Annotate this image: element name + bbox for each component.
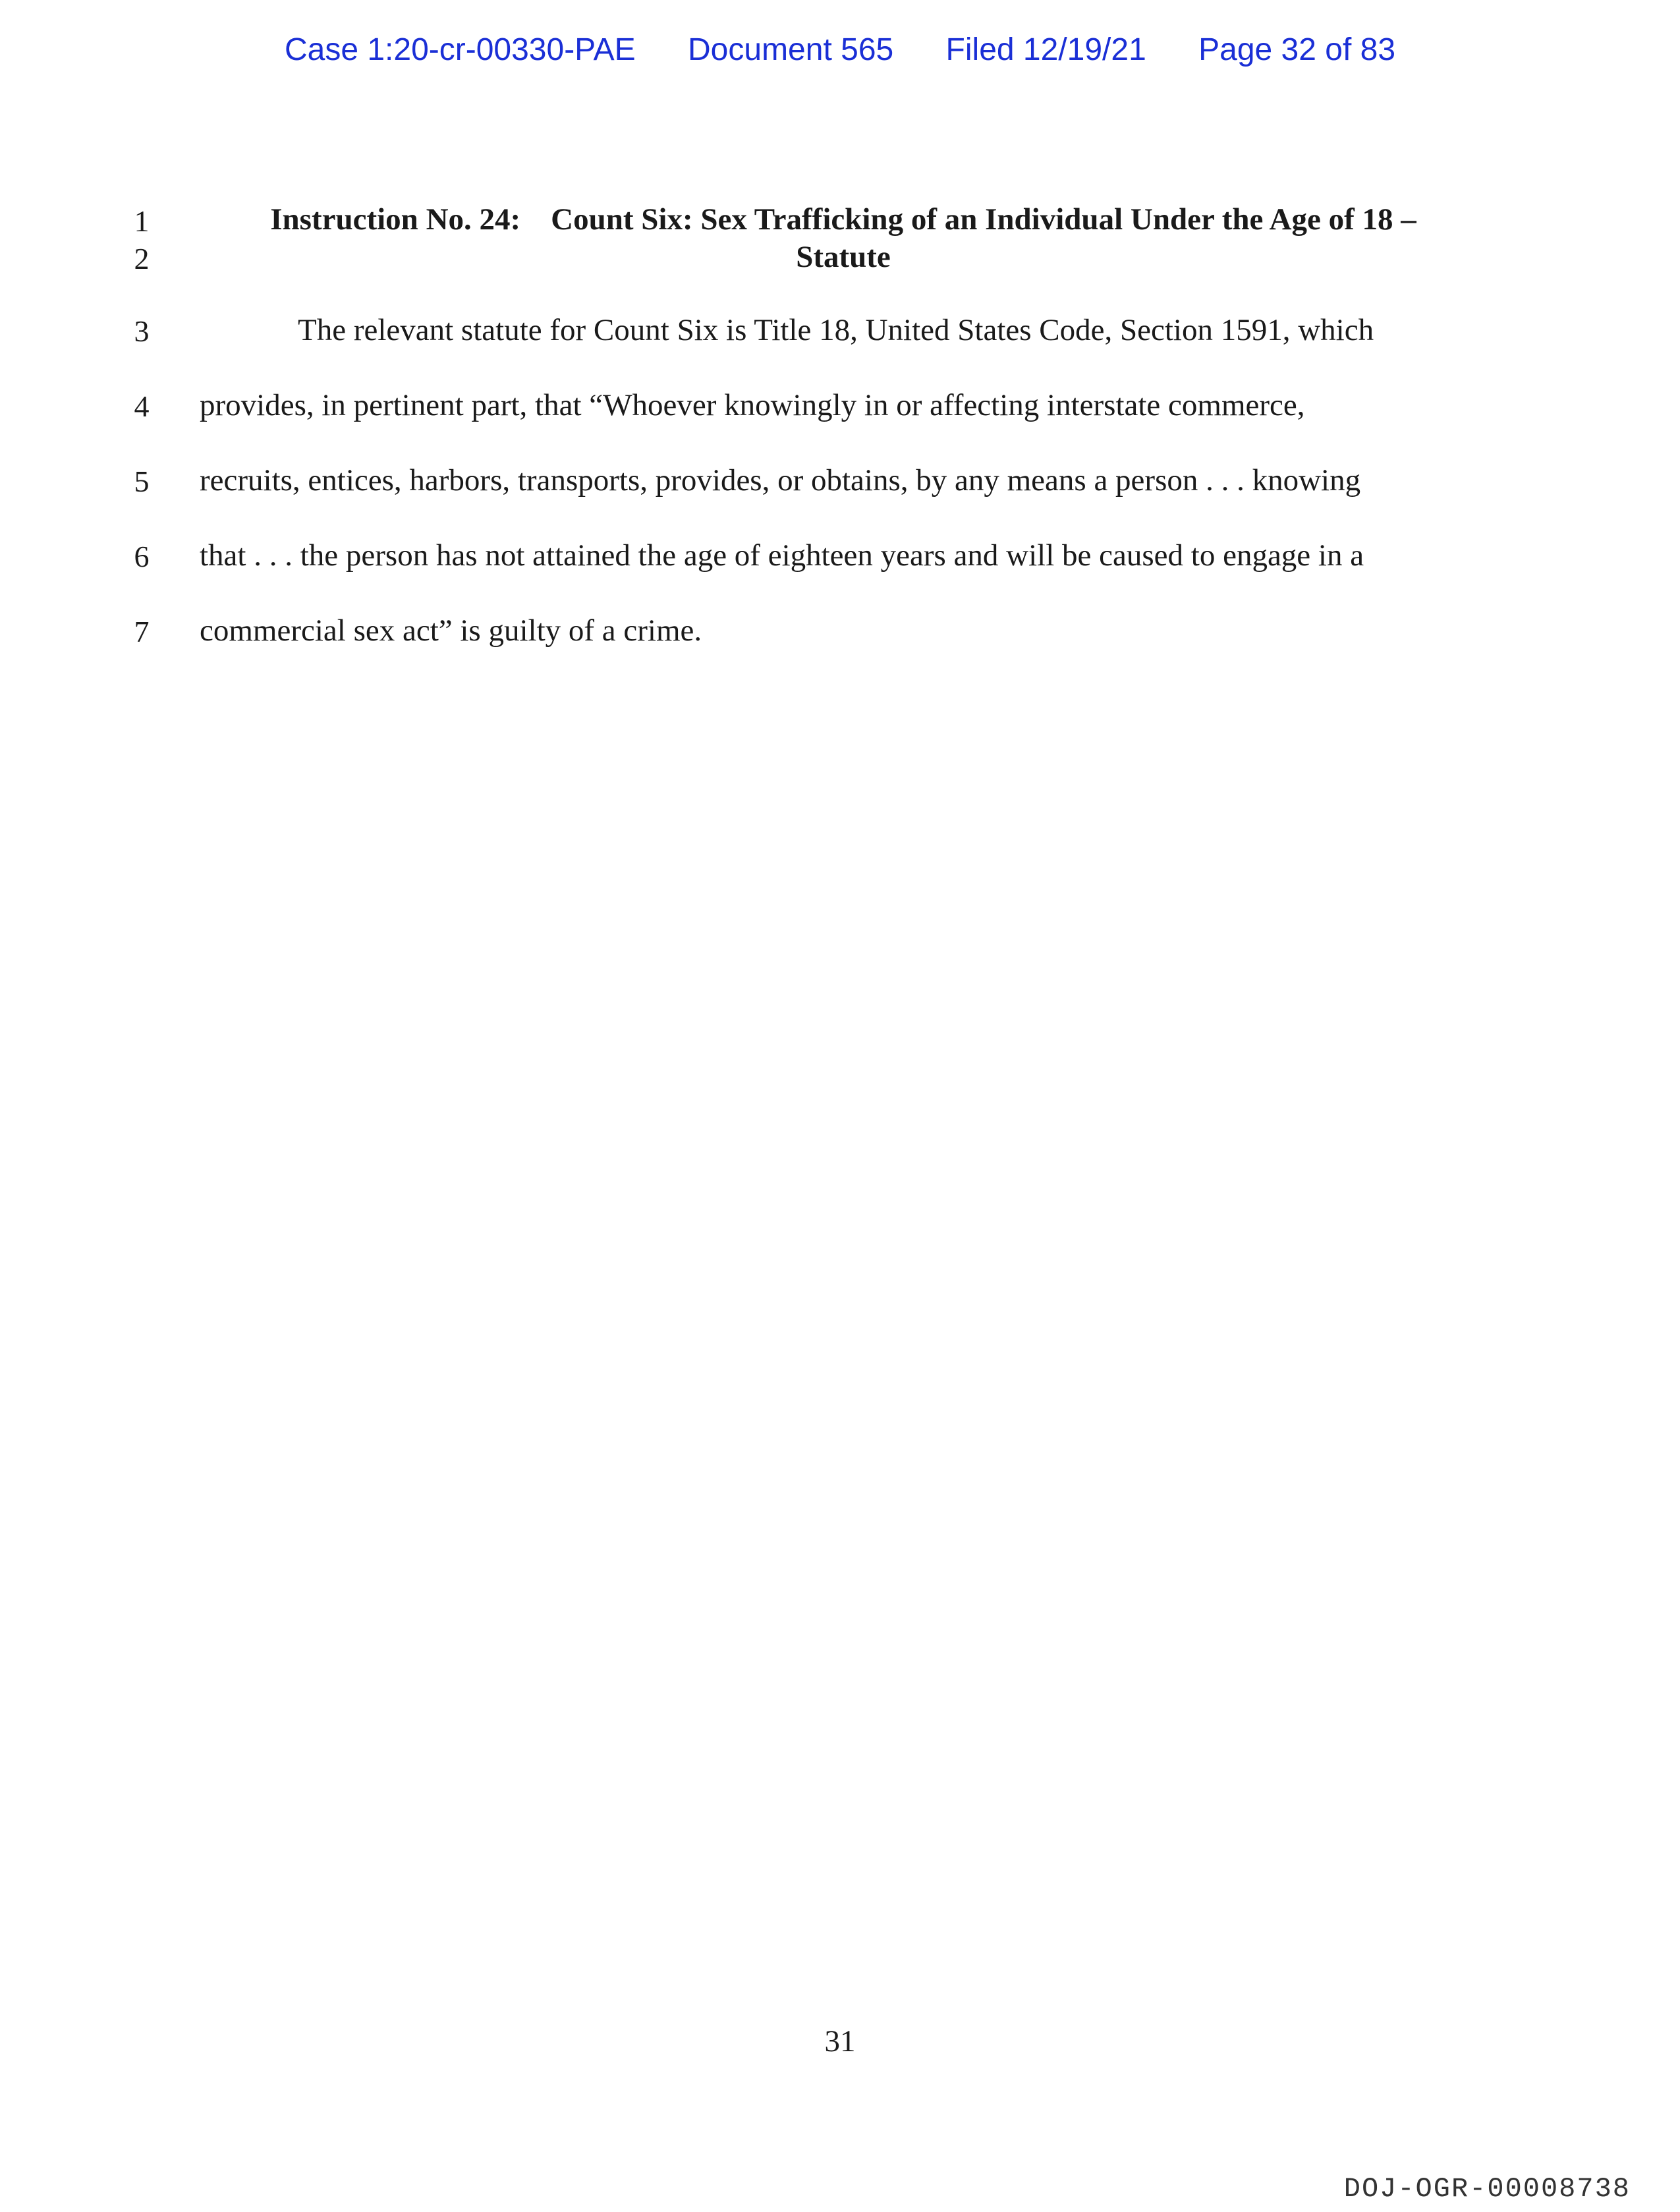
line-number: 5	[134, 465, 150, 498]
line-number: 3	[134, 314, 150, 348]
body-line: The relevant statute for Count Six is Title 18, United States Code, Section 1591, which	[298, 313, 1374, 347]
instruction-heading	[198, 204, 1489, 235]
body-line: recruits, entices, harbors, transports, provides, or obtains, by any means a person . . . knowing	[200, 463, 1361, 497]
filed-date: Filed 12/19/21	[945, 32, 1146, 67]
body-line: provides, in pertinent part, that “Whoever knowingly in or affecting interstate commerce,	[200, 388, 1305, 422]
instruction-label: Instruction No. 24:	[270, 202, 521, 237]
body-line: commercial sex act” is guilty of a crime.	[200, 613, 702, 648]
page-of-total: Page 32 of 83	[1198, 32, 1396, 67]
line-number: 7	[134, 615, 150, 648]
line-number: 1	[134, 204, 150, 238]
line-number: 4	[134, 389, 150, 423]
case-number: Case 1:20-cr-00330-PAE	[284, 32, 636, 67]
instruction-title-line2: Statute	[796, 240, 891, 274]
document-number: Document 565	[688, 32, 894, 67]
instruction-title-line1: Count Six: Sex Trafficking of an Individual Under the Age of 18 –	[551, 202, 1416, 237]
body-line: that . . . the person has not attained the age of eighteen years and will be caused to engage in a	[200, 538, 1364, 573]
ecf-header	[0, 32, 1680, 68]
line-number: 2	[134, 242, 150, 275]
bates-number: DOJ-OGR-00008738	[1343, 2173, 1631, 2205]
page-number: 31	[824, 2024, 856, 2058]
line-number: 6	[134, 540, 150, 573]
